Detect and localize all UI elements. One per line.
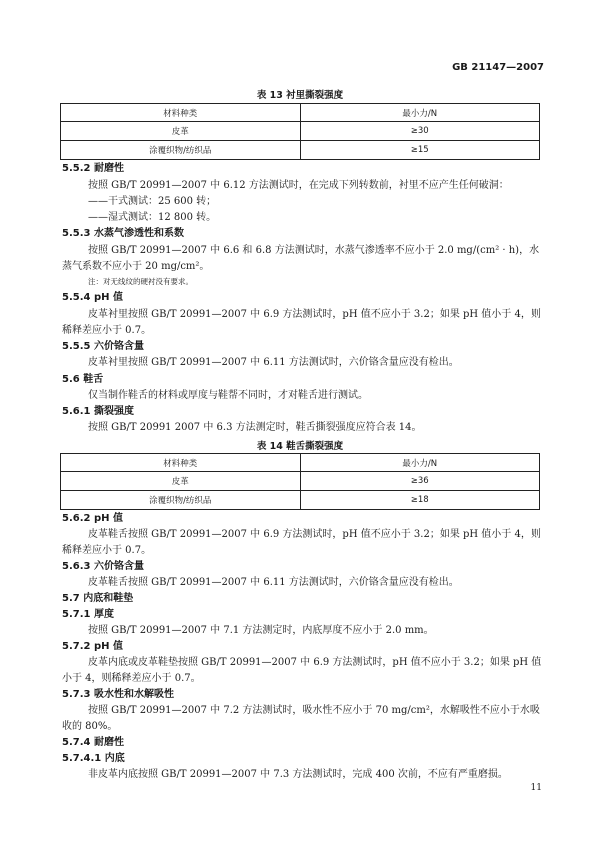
section-5-5-2-title: 5.5.2 耐磨性 — [62, 163, 124, 174]
section-5-6-1-text: 按照 GB/T 20991 2007 中 6.3 方法测定时，鞋舌撕裂强度应符合表 14。 — [88, 422, 422, 433]
section-5-7-3-text: 按照 GB/T 20991—2007 中 7.2 方法测试时，吸水性不应小于 70 mg/cm²，水解吸性不应小于水吸 — [88, 705, 540, 716]
section-5-7-1-title: 5.7.1 厚度 — [62, 609, 114, 620]
material-cell: 涂覆织物/纺织品 — [61, 491, 301, 510]
section-5-6-2-title: 5.6.2 pH 值 — [62, 513, 123, 524]
section-5-6-title: 5.6 鞋舌 — [62, 374, 104, 385]
section-5-7-1-text: 按照 GB/T 20991—2007 中 7.1 方法测定时，内底厚度不应小于 2.0 mm。 — [88, 625, 434, 636]
table-row — [61, 472, 540, 491]
page-number: 11 — [530, 783, 542, 793]
section-5-7-3-title: 5.7.3 吸水性和水解吸性 — [62, 689, 174, 700]
section-5-5-3-note: 注：对无线纹的硬衬没有要求。 — [88, 277, 193, 286]
table13 — [60, 103, 540, 160]
material-cell: 涂覆织物/纺织品 — [61, 141, 301, 160]
section-5-6-2-text-cont: 稀释差应小于 0.7。 — [62, 545, 152, 556]
material-cell: 皮革 — [61, 472, 301, 491]
section-5-7-2-text: 皮革内底或皮革鞋垫按照 GB/T 20991—2007 中 6.9 方法测试时，pH 值不应小于 3.2；如果 pH 值 — [88, 657, 542, 668]
table-header-row — [61, 454, 540, 472]
table13-caption: 表 13 衬里撕裂强度 — [256, 90, 344, 101]
section-5-6-text: 仅当制作鞋舌的材料或厚度与鞋帮不同时，才对鞋舌进行测试。 — [88, 390, 368, 401]
section-5-5-2-text: 按照 GB/T 20991—2007 中 6.12 方法测试时，在完成下列转数前，衬里不应产生任何破洞： — [88, 180, 509, 191]
standard-number: GB 21147—2007 — [452, 62, 544, 73]
table-row — [61, 141, 540, 160]
section-5-5-4-title: 5.5.4 pH 值 — [62, 292, 123, 303]
value-cell: ≥15 — [300, 141, 540, 160]
col-min-force-header: 最小力/N — [300, 104, 540, 122]
value-cell: ≥30 — [300, 122, 540, 141]
section-5-7-2-text-cont: 小于 4，则稀释差应小于 0.7。 — [62, 673, 201, 684]
section-5-5-5-text: 皮革衬里按照 GB/T 20991—2007 中 6.11 方法测试时，六价铬含量应没有检出。 — [88, 357, 459, 368]
section-5-6-3-title: 5.6.3 六价铬含量 — [62, 561, 144, 572]
section-5-5-3-title: 5.5.3 水蒸气渗透性和系数 — [62, 228, 184, 239]
section-5-7-3-text-cont: 收的 80%。 — [62, 721, 118, 732]
section-5-7-4-1-text: 非皮革内底按照 GB/T 20991—2007 中 7.3 方法测试时，完成 400 次前，不应有严重磨损。 — [88, 769, 508, 780]
section-5-7-2-title: 5.7.2 pH 值 — [62, 641, 123, 652]
col-material-header: 材料种类 — [61, 454, 301, 472]
wet-test-item: ——湿式测试：12 800 转。 — [88, 212, 217, 223]
section-5-7-4-1-title: 5.7.4.1 内底 — [62, 753, 125, 764]
section-5-6-3-text: 皮革鞋舌按照 GB/T 20991—2007 中 6.11 方法测试时，六价铬含量应没有检出。 — [88, 577, 459, 588]
section-5-6-1-title: 5.6.1 撕裂强度 — [62, 406, 134, 417]
col-min-force-header: 最小力/N — [300, 454, 540, 472]
table14 — [60, 453, 540, 510]
table-row — [61, 122, 540, 141]
section-5-5-4-text-cont: 稀释差应小于 0.7。 — [62, 325, 152, 336]
dry-test-item: ——干式测试：25 600 转； — [88, 196, 217, 207]
value-cell: ≥36 — [300, 472, 540, 491]
section-5-5-3-text-cont: 蒸气系数不应小于 20 mg/cm²。 — [62, 261, 210, 272]
material-cell: 皮革 — [61, 122, 301, 141]
section-5-7-4-title: 5.7.4 耐磨性 — [62, 737, 124, 748]
value-cell: ≥18 — [300, 491, 540, 510]
section-5-6-2-text: 皮革鞋舌按照 GB/T 20991—2007 中 6.9 方法测试时，pH 值不应小于 3.2；如果 pH 值小于 4，则 — [88, 529, 541, 540]
section-5-5-4-text: 皮革衬里按照 GB/T 20991—2007 中 6.9 方法测试时，pH 值不应小于 3.2；如果 pH 值小于 4，则 — [88, 309, 541, 320]
section-5-5-3-text: 按照 GB/T 20991—2007 中 6.6 和 6.8 方法测试时，水蒸气渗透率不应小于 2.0 mg/(cm² · h)，水 — [88, 245, 540, 256]
section-5-5-5-title: 5.5.5 六价铬含量 — [62, 341, 144, 352]
section-5-7-title: 5.7 内底和鞋垫 — [62, 593, 134, 604]
table14-caption: 表 14 鞋舌撕裂强度 — [256, 441, 344, 452]
table-row — [61, 491, 540, 510]
table-header-row — [61, 104, 540, 122]
col-material-header: 材料种类 — [61, 104, 301, 122]
